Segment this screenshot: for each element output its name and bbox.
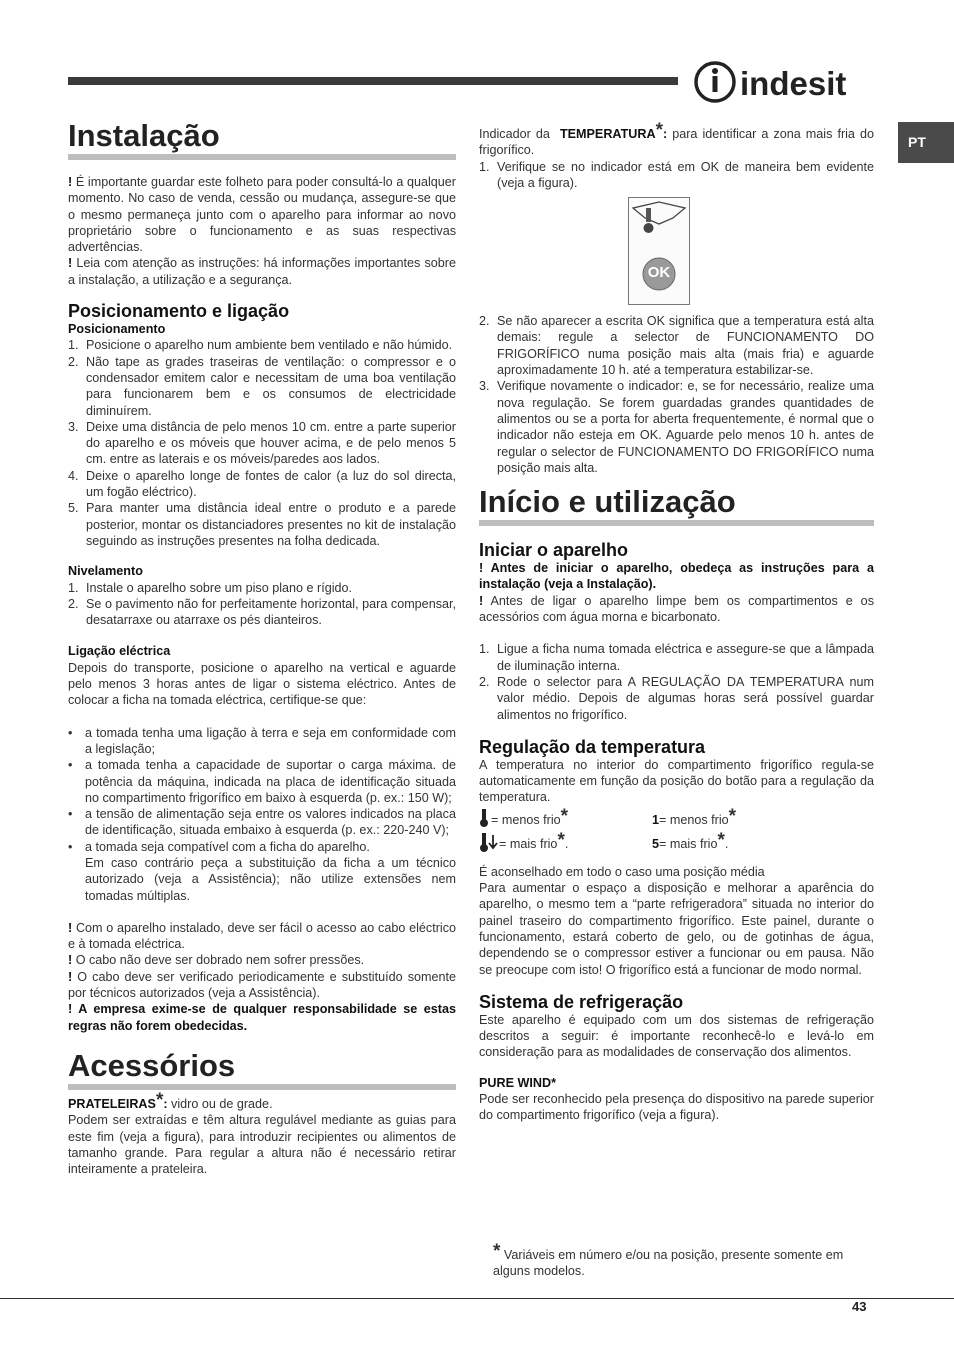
- list-item: 3. Deixe uma distância de pelo menos 10 cm. entre a parte superior do aparelho e os móveis que houver acima, e de pelo menos 5 cm. entre as laterais e os móveis/paredes aos lados.: [68, 419, 456, 467]
- subsection-title-posicionamento: Posicionamento e ligação: [68, 301, 290, 322]
- list-item: 1. Posicione o aparelho num ambiente bem ventilado e não húmido.: [68, 338, 453, 353]
- footer-rule: [0, 1298, 954, 1299]
- page-number: 43: [852, 1299, 867, 1314]
- list-item: 1. Verifique se no indicador está em OK de maneira bem evidente (veja a figura).: [479, 159, 874, 190]
- ok-label: OK: [647, 264, 671, 282]
- list-item: • a tomada tenha a capacidade de suportar o carga máxima. de potência da máquina, indicada na placa de identificação situada no compartimento frigorífico em baixo à esquerda (p. ex.: 150 W);: [68, 758, 456, 805]
- language-tab: PT: [898, 122, 954, 163]
- list-item: 4. Deixe o aparelho longe de fontes de calor (a luz do sol directa, um fogão eléctrico).: [68, 468, 456, 500]
- ligacao-text: Depois do transporte, posicione o aparelho na vertical e aguarde pelo menos 3 horas antes de ligar o sistema eléctrico. Antes de colocar a ficha na tomada eléctrica, certifique-se que:: [68, 660, 456, 708]
- ligacao-bullets: [68, 725, 456, 904]
- regulacao-note-1: É aconselhado em todo o caso uma posição média: [479, 864, 765, 879]
- list-item: 1. Instale o aparelho sobre um piso plano e rígido.: [68, 580, 353, 595]
- pure-wind-text: Pode ser reconhecido pela presença do dispositivo na parede superior do compartimento frigorífico (veja a figura).: [479, 1091, 874, 1123]
- list-item: • a tomada tenha uma ligação à terra e seja em conformidade com a legislação;: [68, 725, 456, 756]
- prateleiras-line: PRATELEIRAS*: vidro ou de grade.: [68, 1089, 273, 1111]
- list-item: 1. Ligue a ficha numa tomada eléctrica e assegure-se que a lâmpada de iluminação interna.: [479, 642, 874, 673]
- indesit-logo: [692, 58, 872, 108]
- prateleiras-text: Podem ser extraídas e têm altura regulável mediante as guias para este fim (veja a figura), para introduzir recipientes ou alimentos de tamanho grande. Para regular a altura não é necessário retirar inteiramente a prateleira.: [68, 1113, 456, 1177]
- subsection-title-regulacao: Regulação da temperatura: [479, 736, 706, 757]
- left-column: [68, 118, 456, 1177]
- nivelamento-label: Nivelamento: [68, 564, 143, 579]
- section-title-acessorios: Acessórios: [68, 1048, 456, 1090]
- list-item: • a tensão de alimentação seja entre os valores indicados na placa de identificação, situada embaixo à esquerda (p. ex.: 220-240 V);: [68, 807, 456, 838]
- intro-paragraph-1: ! É importante guardar este folheto para poder consultá-lo a qualquer momento. No caso de venda, cessão ou mudança, assegure-se que o mesmo permaneça junto com o aparelho para informar ao novo proprietário sobre o funcionamento e as suas respectivas advertências.: [68, 175, 456, 255]
- list-item: 2. Não tape as grades traseiras de ventilação: o compressor e o condensador emitem calor e necessitam de uma boa ventilação para funcionarem bem e os consumos de electricidade diminuírem.: [68, 354, 456, 418]
- list-item: 2. Se o pavimento não for perfeitamente horizontal, para compensar, desatarraxe ou atarraxe os pés dianteiros.: [68, 596, 456, 628]
- subsection-title-iniciar: Iniciar o aparelho: [479, 540, 629, 561]
- temp-row-more: = mais frio*. 5= mais frio*.: [479, 830, 874, 854]
- posicionamento-list: [68, 337, 456, 549]
- iniciar-warning: ! Antes de iniciar o aparelho, obedeça as instruções para a instalação (veja a Instalação).: [479, 561, 874, 592]
- section-title-instalacao: Instalação: [68, 118, 456, 160]
- thermometer-cold-icon: [479, 833, 499, 853]
- list-item: 3. Verifique novamente o indicador: e, se for necessário, realize uma nova regulação. Se forem guardadas grandes quantidades de alimentos ou se a porta for aberta frequentemente, é normal que o indicador não esteja em OK. Aguarde pelo menos 10 h. antes de regular o selector de FUNCIONAMENTO DO FRIGORÍFICO numa posição mais alta.: [479, 379, 874, 475]
- svg-text:indesit: indesit: [740, 65, 847, 102]
- footnote: * Variáveis em número e/ou na posição, presente somente em alguns modelos.: [493, 1241, 844, 1279]
- indicador-list-2: [479, 313, 874, 476]
- list-item-continuation: Em caso contrário peça a substituição da ficha a um técnico autorizado (veja a Assistência); não utilize extensões nem tomadas múltiplas.: [85, 855, 456, 903]
- sistema-text: Este aparelho é equipado com um dos sistemas de refrigeração descritos a seguir: é importante reconhecê-lo e levá-lo em consideração para as modalidades de conservação dos alimentos.: [479, 1012, 874, 1060]
- pure-wind-label: PURE WIND*: [479, 1075, 556, 1090]
- intro-paragraph-2: ! Leia com atenção as instruções: há informações importantes sobre a instalação, a utilização e a segurança.: [68, 256, 456, 287]
- posicionamento-label: Posicionamento: [68, 322, 166, 337]
- warning-3: ! O cabo deve ser verificado periodicamente e substituído somente por técnicos autorizados (veja a Assistência).: [68, 969, 456, 1001]
- temp-row-less: = menos frio* 1= menos frio*: [479, 806, 874, 830]
- iniciar-note: ! Antes de ligar o aparelho limpe bem os compartimentos e os acessórios com água morna e bicarbonato.: [479, 593, 874, 625]
- warning-1: ! Com o aparelho instalado, deve ser fácil o acesso ao cabo eléctrico e à tomada eléctrica.: [68, 920, 456, 952]
- header-bar: [68, 77, 678, 85]
- warning-2: ! O cabo não deve ser dobrado nem sofrer pressões.: [68, 953, 365, 968]
- regulacao-note-2: Para aumentar o espaço a disposição e melhorar a aparência do aparelho, o mesmo tem a “parte refrigeradora” situada no interior do painel traseiro do compartimento frigorífico. Este painel, durante o funcionamento, estará coberto de gelo, ou de gotinhas de água, dependendo se o compressor estiver a funcionar ou em pausa. Não se preocupe com isto! O frigorífico está a funcionar de modo normal.: [479, 881, 874, 977]
- indicador-list-1: [479, 159, 874, 192]
- regulacao-text: A temperatura no interior do compartimento frigorífico regula-se automaticamente em função da posição do botão para a regulação da temperatura.: [479, 757, 874, 805]
- list-item: 2. Se não aparecer a escrita OK significa que a temperatura está alta demais: regule a selector de FUNCIONAMENTO DO FRIGORÍFICO numa posição mais alta (mais fria) e aguarde aproximadamente 10 h. até a temperatura estabilizar-se.: [479, 314, 874, 378]
- subsection-title-sistema: Sistema de refrigeração: [479, 991, 684, 1012]
- warning-4: ! A empresa exime-se de qualquer responsabilidade se estas regras não forem obedecidas.: [68, 1002, 456, 1033]
- thermometer-low-icon: [479, 809, 489, 827]
- indicador-intro: Indicador da TEMPERATURA*: para identificar a zona mais fria do frigorífico.: [479, 120, 874, 158]
- iniciar-list: [479, 641, 874, 722]
- list-item: 2. Rode o selector para A REGULAÇÃO DA TEMPERATURA num valor médio. Depois de algumas horas será possível guardar alimentos no frigorífico.: [479, 674, 874, 722]
- nivelamento-list: [68, 580, 456, 629]
- ligacao-label: Ligação eléctrica: [68, 644, 171, 659]
- section-title-inicio: Início e utilização: [479, 484, 874, 526]
- temperature-indicator-figure: [628, 197, 690, 305]
- list-item: 5. Para manter uma distância ideal entre o produto e a parede posterior, montar os distanciadores presentes no kit de instalação seguindo as instruções presentes na folha dedicada.: [68, 501, 456, 548]
- list-item: • a tomada seja compatível com a ficha do aparelho.: [68, 839, 370, 854]
- thermometer-icon: [629, 198, 689, 304]
- right-column: [479, 120, 874, 1124]
